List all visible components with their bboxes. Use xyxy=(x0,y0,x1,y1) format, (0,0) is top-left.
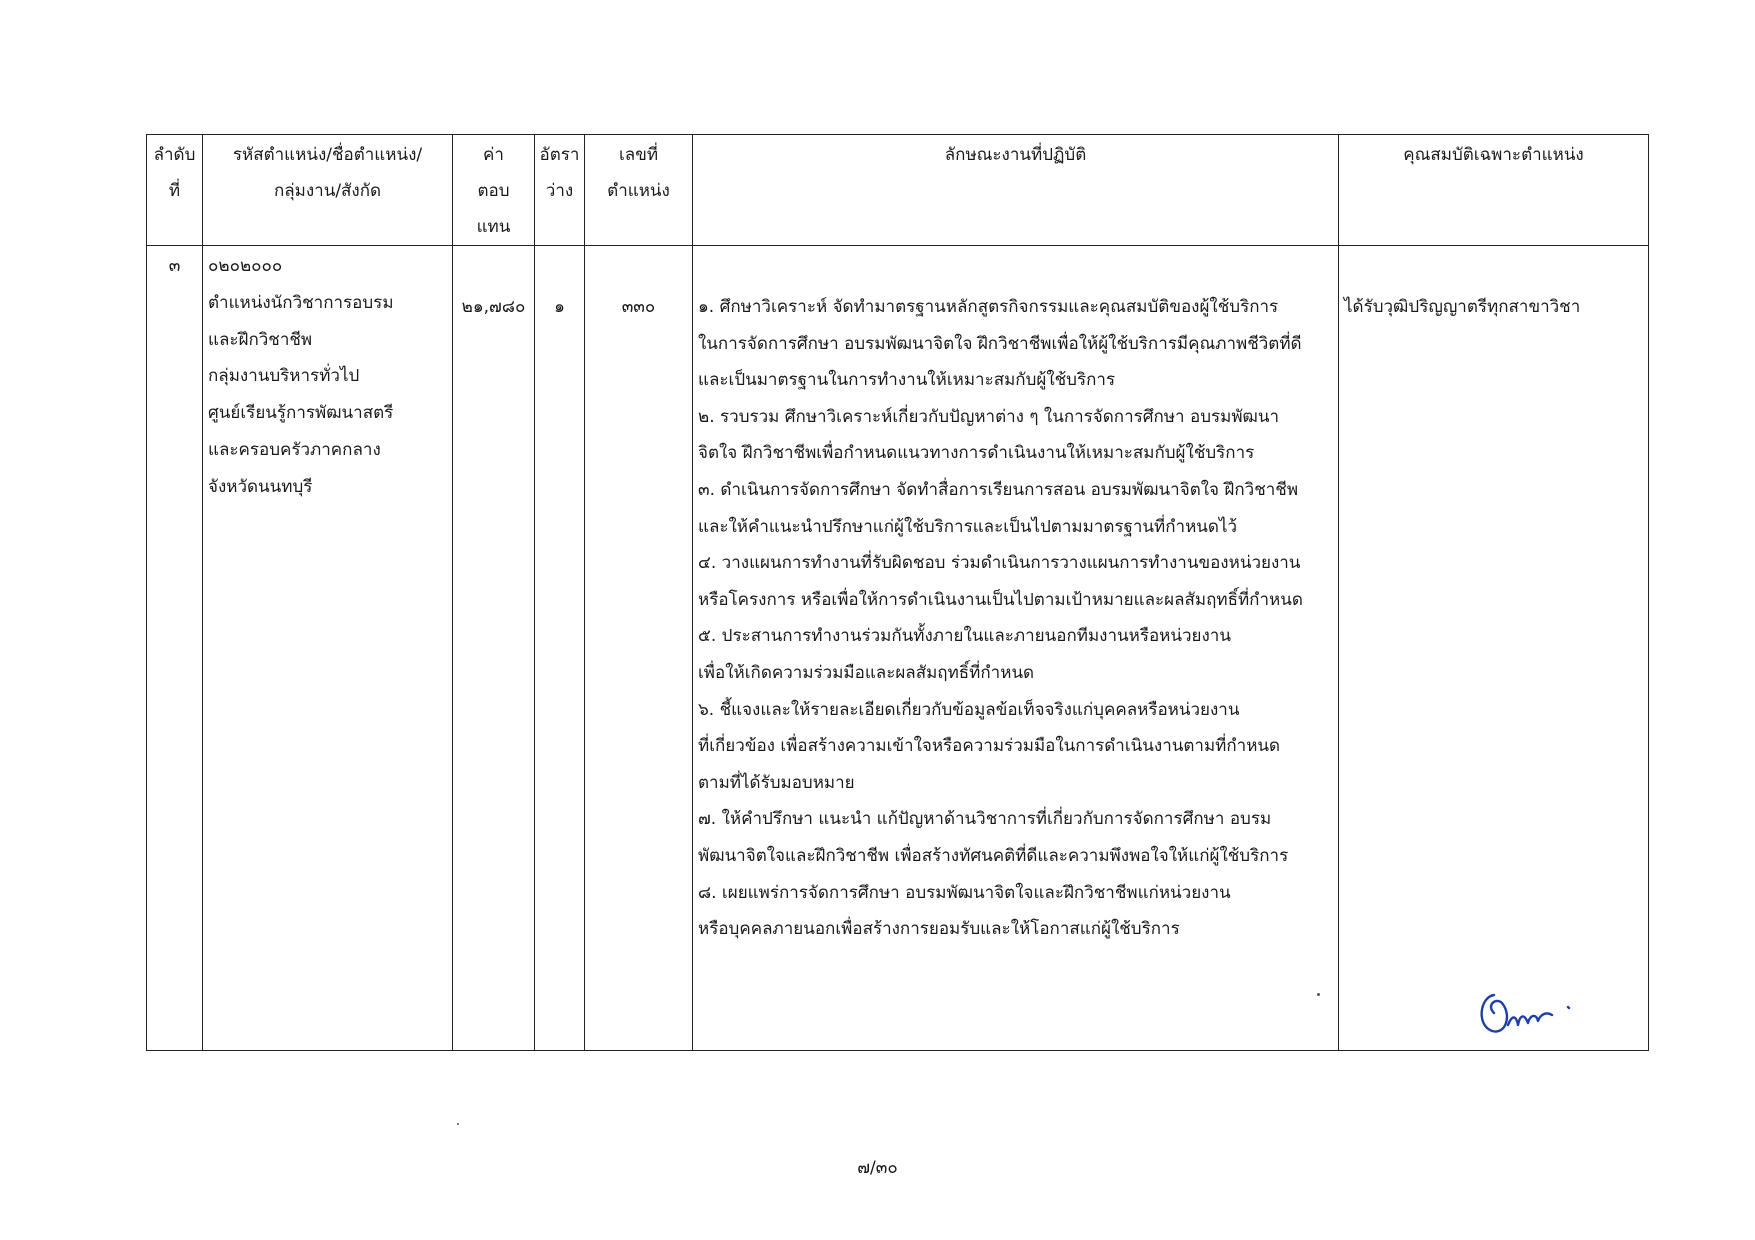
header-position: รหัสตำแหน่ง/ชื่อตำแหน่ง/ กลุ่มงาน/สังกัด xyxy=(203,135,453,246)
row-qualification: ได้รับวุฒิปริญญาตรีทุกสาขาวิชา xyxy=(1339,246,1649,1051)
header-salary: ค่า ตอบ แทน xyxy=(453,135,535,246)
row-position xyxy=(203,246,453,1051)
duty-lines xyxy=(693,246,1338,948)
duty-line: หรือบุคคลภายนอกเพื่อสร้างการยอมรับและให้โอกาสแก่ผู้ใช้บริการ xyxy=(698,919,1180,940)
duty-line: ๔. วางแผนการทำงานที่รับผิดชอบ ร่วมดำเนินการวางแผนการทำงานของหน่วยงาน xyxy=(698,553,1301,574)
duty-line: ๘. เผยแพร่การจัดการศึกษา อบรมพัฒนาจิตใจและฝึกวิชาชีพแก่หน่วยงาน xyxy=(698,882,1231,903)
position-line: กลุ่มงานบริหารทั่วไป xyxy=(208,366,360,387)
scan-speck xyxy=(1317,993,1320,996)
duty-line: ในการจัดการศึกษา อบรมพัฒนาจิตใจ ฝึกวิชาชีพเพื่อให้ผู้ใช้บริการมีคุณภาพชีวิตที่ดี xyxy=(698,333,1302,354)
duty-line: เพื่อให้เกิดความร่วมมือและผลสัมฤทธิ์ที่กำหนด xyxy=(698,662,1035,683)
position-line: จังหวัดนนทบุรี xyxy=(208,476,313,497)
position-line: ตำแหน่งนักวิชาการอบรม xyxy=(208,292,394,313)
table-row xyxy=(147,246,1649,1051)
row-salary: ๒๑,๗๘๐ xyxy=(453,246,535,1051)
duty-line: ๒. รวบรวม ศึกษาวิเคราะห์เกี่ยวกับปัญหาต่าง ๆ ในการจัดการศึกษา อบรมพัฒนา xyxy=(698,406,1280,427)
duty-line: ๕. ประสานการทำงานร่วมกันทั้งภายในและภายนอกทีมงานหรือหน่วยงาน xyxy=(698,626,1231,647)
row-duties xyxy=(693,246,1339,1051)
position-lines xyxy=(203,246,452,506)
duty-line: และเป็นมาตรฐานในการทำงานให้เหมาะสมกับผู้ใช้บริการ xyxy=(698,370,1116,391)
duty-line: ๑. ศึกษาวิเคราะห์ จัดทำมาตรฐานหลักสูตรกิจกรรมและคุณสมบัติของผู้ใช้บริการ xyxy=(698,297,1279,317)
position-line: และครอบครัวภาคกลาง xyxy=(208,439,381,460)
duty-line: จิตใจ ฝึกวิชาชีพเพื่อกำหนดแนวทางการดำเนินงานให้เหมาะสมกับผู้ใช้บริการ xyxy=(698,443,1255,464)
position-line: ๐๒๐๒๐๐๐ xyxy=(208,256,283,276)
duty-line: หรือโครงการ หรือเพื่อให้การดำเนินงานเป็นไปตามเป้าหมายและผลสัมฤทธิ์ที่กำหนด xyxy=(698,589,1303,610)
duty-line: พัฒนาจิตใจและฝึกวิชาชีพ เพื่อสร้างทัศนคติที่ดีและความพึงพอใจให้แก่ผู้ใช้บริการ xyxy=(698,845,1289,866)
header-position-no: เลขที่ ตำแหน่ง xyxy=(585,135,693,246)
position-line: และฝึกวิชาชีพ xyxy=(208,329,313,350)
duty-line: ๓. ดำเนินการจัดการศึกษา จัดทำสื่อการเรียนการสอน อบรมพัฒนาจิตใจ ฝึกวิชาชีพ xyxy=(698,479,1299,500)
row-vacancy: ๑ xyxy=(535,246,585,1051)
row-position-no: ๓๓๐ xyxy=(585,246,693,1051)
signature-mark xyxy=(1472,985,1592,1045)
position-line: ศูนย์เรียนรู้การพัฒนาสตรี xyxy=(208,403,394,424)
header-row xyxy=(147,135,1649,246)
duty-line: และให้คำแนะนำปรึกษาแก่ผู้ใช้บริการและเป็นไปตามมาตรฐานที่กำหนดไว้ xyxy=(698,516,1238,537)
header-duties: ลักษณะงานที่ปฏิบัติ xyxy=(693,135,1339,246)
header-qualification: คุณสมบัติเฉพาะตำแหน่ง xyxy=(1339,135,1649,246)
signature-stroke xyxy=(1482,995,1569,1032)
header-order: ลำดับ ที่ xyxy=(147,135,203,246)
duty-line: ๗. ให้คำปรึกษา แนะนำ แก้ปัญหาด้านวิชาการที่เกี่ยวกับการจัดการศึกษา อบรม xyxy=(698,809,1272,830)
page-number: ๗/๓๐ xyxy=(857,1158,898,1178)
duty-line: ตามที่ได้รับมอบหมาย xyxy=(698,772,855,793)
header-vacancy: อัตรา ว่าง xyxy=(535,135,585,246)
duty-line: ที่เกี่ยวข้อง เพื่อสร้างความเข้าใจหรือความร่วมมือในการดำเนินงานตามที่กำหนด xyxy=(698,736,1281,757)
duty-line: ๖. ชี้แจงและให้รายละเอียดเกี่ยวกับข้อมูลข้อเท็จจริงแก่บุคคลหรือหน่วยงาน xyxy=(698,699,1240,720)
scan-speck xyxy=(457,1123,459,1125)
row-order: ๓ xyxy=(147,246,203,1051)
position-table xyxy=(146,134,1649,1051)
